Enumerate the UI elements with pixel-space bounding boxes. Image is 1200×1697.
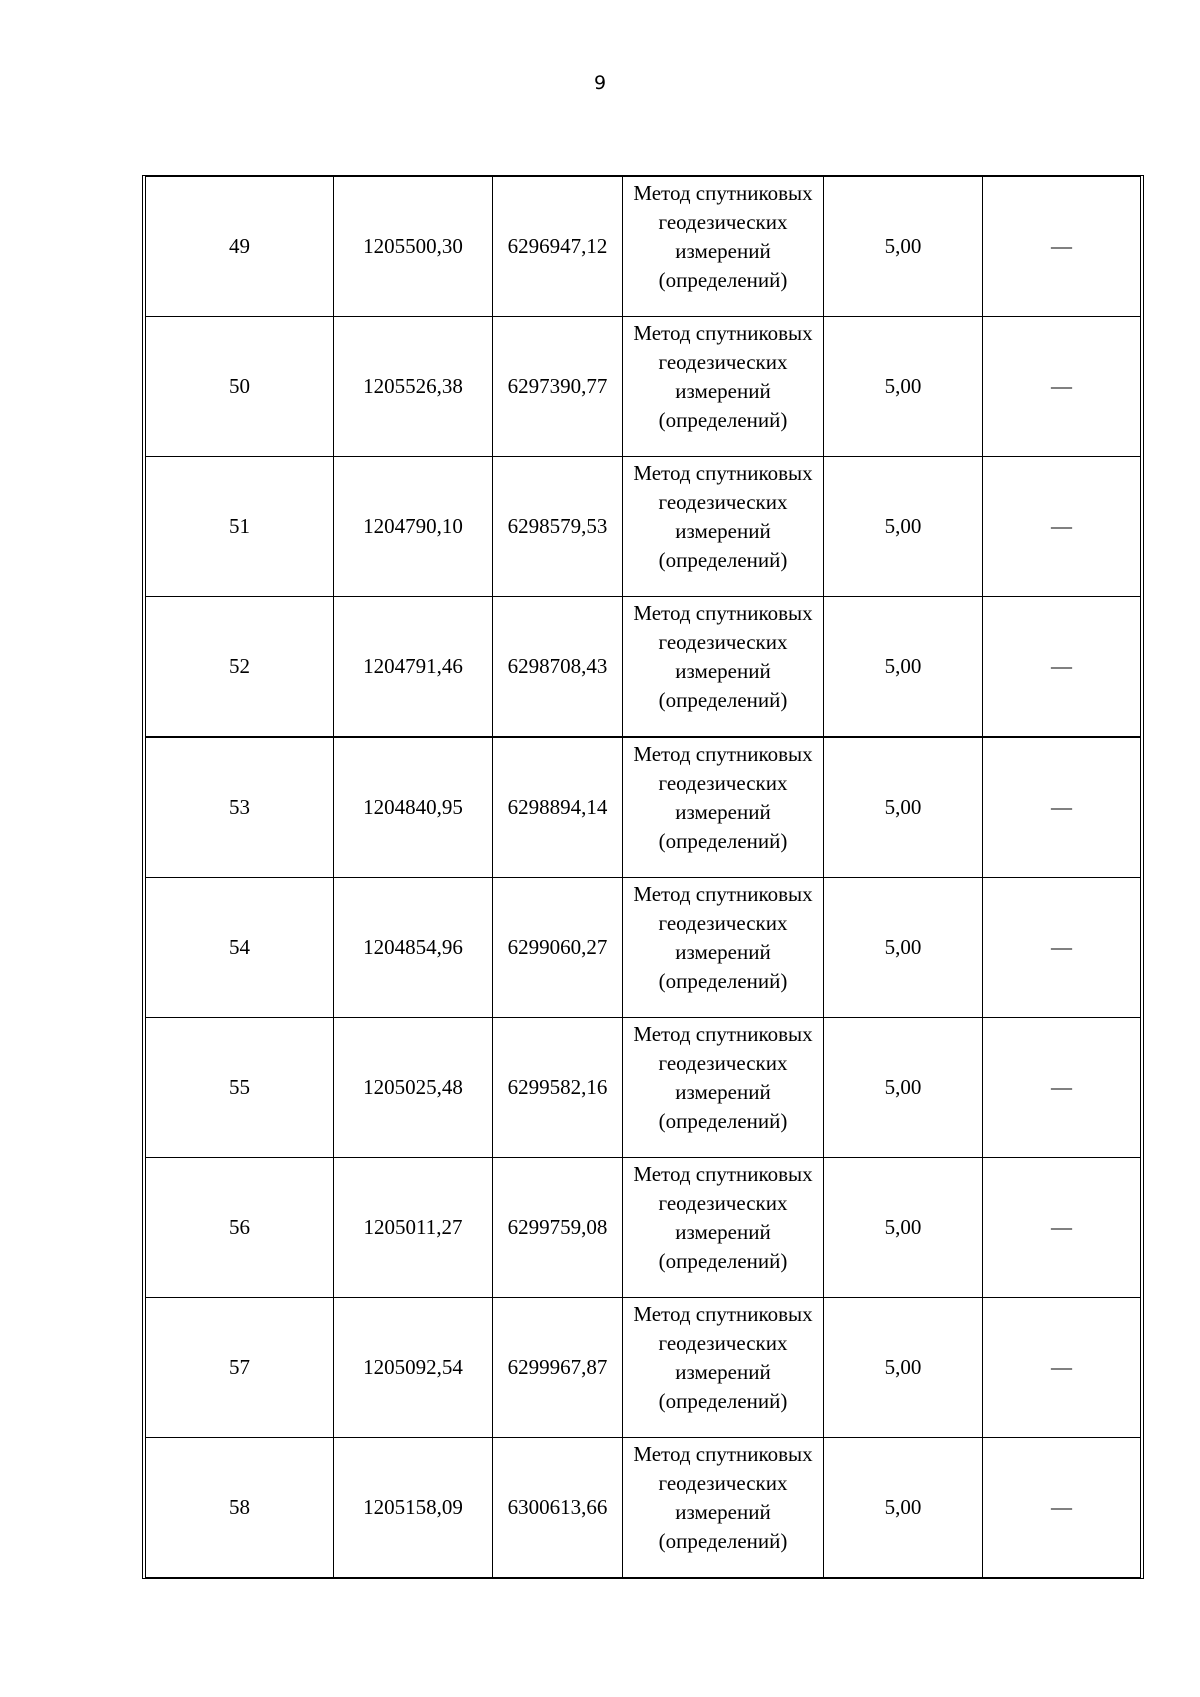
table-row <box>146 317 1141 457</box>
method-line: Метод спутниковых <box>633 1022 813 1046</box>
method-line: Метод спутниковых <box>633 181 813 205</box>
method-cell <box>623 1158 824 1298</box>
method-line: геодезических <box>658 210 788 234</box>
method-line: (определений) <box>658 548 788 572</box>
method-line: измерений <box>675 379 771 403</box>
point-number-cell: 57 <box>146 1298 334 1438</box>
method-line: (определений) <box>658 1109 788 1133</box>
table-row <box>146 597 1141 738</box>
method-line: измерений <box>675 1220 771 1244</box>
method-line: измерений <box>675 239 771 263</box>
x-coordinate-cell: 1205092,54 <box>334 1298 493 1438</box>
y-coordinate-cell: 6298894,14 <box>493 737 623 878</box>
point-number-cell: 55 <box>146 1018 334 1158</box>
method-cell <box>623 737 824 878</box>
accuracy-cell: 5,00 <box>824 177 983 317</box>
method-line: (определений) <box>658 1389 788 1413</box>
coordinates-table <box>145 176 1141 1578</box>
method-line: геодезических <box>658 911 788 935</box>
accuracy-cell: 5,00 <box>824 878 983 1018</box>
method-line: геодезических <box>658 350 788 374</box>
note-cell: — <box>983 1158 1141 1298</box>
accuracy-cell: 5,00 <box>824 737 983 878</box>
page-number: 9 <box>593 72 607 94</box>
x-coordinate-cell: 1204791,46 <box>334 597 493 738</box>
method-cell <box>623 597 824 738</box>
x-coordinate-cell: 1205526,38 <box>334 317 493 457</box>
method-line: геодезических <box>658 771 788 795</box>
y-coordinate-cell: 6299060,27 <box>493 878 623 1018</box>
table-row <box>146 1298 1141 1438</box>
point-number-cell: 50 <box>146 317 334 457</box>
x-coordinate-cell: 1204854,96 <box>334 878 493 1018</box>
method-line: (определений) <box>658 969 788 993</box>
point-number-cell: 54 <box>146 878 334 1018</box>
accuracy-cell: 5,00 <box>824 1438 983 1578</box>
y-coordinate-cell: 6298579,53 <box>493 457 623 597</box>
x-coordinate-cell: 1205025,48 <box>334 1018 493 1158</box>
accuracy-cell: 5,00 <box>824 1018 983 1158</box>
table-row <box>146 177 1141 317</box>
point-number-cell: 51 <box>146 457 334 597</box>
method-cell <box>623 878 824 1018</box>
y-coordinate-cell: 6299967,87 <box>493 1298 623 1438</box>
point-number-cell: 49 <box>146 177 334 317</box>
note-cell: — <box>983 177 1141 317</box>
x-coordinate-cell: 1204790,10 <box>334 457 493 597</box>
accuracy-cell: 5,00 <box>824 457 983 597</box>
method-line: измерений <box>675 1080 771 1104</box>
accuracy-cell: 5,00 <box>824 1298 983 1438</box>
x-coordinate-cell: 1204840,95 <box>334 737 493 878</box>
y-coordinate-cell: 6297390,77 <box>493 317 623 457</box>
method-line: геодезических <box>658 1331 788 1355</box>
method-line: измерений <box>675 1500 771 1524</box>
table-row <box>146 457 1141 597</box>
coordinates-table-body <box>146 177 1141 1578</box>
note-cell: — <box>983 737 1141 878</box>
method-line: измерений <box>675 659 771 683</box>
method-cell <box>623 1018 824 1158</box>
method-line: Метод спутниковых <box>633 742 813 766</box>
x-coordinate-cell: 1205500,30 <box>334 177 493 317</box>
table-row <box>146 1018 1141 1158</box>
note-cell: — <box>983 1298 1141 1438</box>
method-line: (определений) <box>658 1529 788 1553</box>
method-line: Метод спутниковых <box>633 882 813 906</box>
method-line: (определений) <box>658 1249 788 1273</box>
method-line: Метод спутниковых <box>633 601 813 625</box>
point-number-cell: 58 <box>146 1438 334 1578</box>
method-cell <box>623 177 824 317</box>
table-row <box>146 878 1141 1018</box>
method-cell <box>623 1298 824 1438</box>
method-line: (определений) <box>658 688 788 712</box>
method-line: (определений) <box>658 829 788 853</box>
note-cell: — <box>983 1438 1141 1578</box>
accuracy-cell: 5,00 <box>824 597 983 738</box>
method-line: измерений <box>675 1360 771 1384</box>
method-line: геодезических <box>658 630 788 654</box>
y-coordinate-cell: 6298708,43 <box>493 597 623 738</box>
accuracy-cell: 5,00 <box>824 1158 983 1298</box>
coordinates-table-frame <box>142 175 1144 1579</box>
method-line: (определений) <box>658 408 788 432</box>
table-row <box>146 737 1141 878</box>
method-line: геодезических <box>658 1051 788 1075</box>
method-cell <box>623 1438 824 1578</box>
note-cell: — <box>983 878 1141 1018</box>
y-coordinate-cell: 6299759,08 <box>493 1158 623 1298</box>
method-line: геодезических <box>658 490 788 514</box>
y-coordinate-cell: 6296947,12 <box>493 177 623 317</box>
method-line: (определений) <box>658 268 788 292</box>
method-cell <box>623 317 824 457</box>
method-line: Метод спутниковых <box>633 1302 813 1326</box>
method-line: Метод спутниковых <box>633 461 813 485</box>
note-cell: — <box>983 597 1141 738</box>
table-row <box>146 1438 1141 1578</box>
point-number-cell: 56 <box>146 1158 334 1298</box>
method-line: геодезических <box>658 1191 788 1215</box>
accuracy-cell: 5,00 <box>824 317 983 457</box>
method-line: измерений <box>675 940 771 964</box>
note-cell: — <box>983 457 1141 597</box>
y-coordinate-cell: 6299582,16 <box>493 1018 623 1158</box>
note-cell: — <box>983 1018 1141 1158</box>
point-number-cell: 52 <box>146 597 334 738</box>
x-coordinate-cell: 1205158,09 <box>334 1438 493 1578</box>
point-number-cell: 53 <box>146 737 334 878</box>
method-line: Метод спутниковых <box>633 1442 813 1466</box>
method-line: измерений <box>675 800 771 824</box>
note-cell: — <box>983 317 1141 457</box>
y-coordinate-cell: 6300613,66 <box>493 1438 623 1578</box>
method-cell <box>623 457 824 597</box>
method-line: геодезических <box>658 1471 788 1495</box>
method-line: Метод спутниковых <box>633 1162 813 1186</box>
table-row <box>146 1158 1141 1298</box>
x-coordinate-cell: 1205011,27 <box>334 1158 493 1298</box>
method-line: Метод спутниковых <box>633 321 813 345</box>
method-line: измерений <box>675 519 771 543</box>
